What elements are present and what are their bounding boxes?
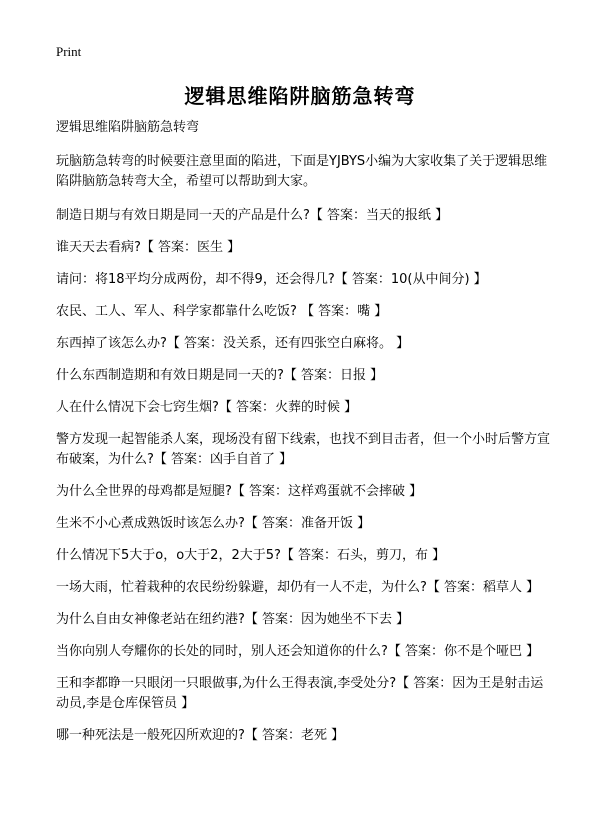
- riddle-item: 制造日期与有效日期是同一天的产品是什么?【 答案：当天的报纸 】: [56, 208, 449, 223]
- article-subtitle: 逻辑思维陷阱脑筋急转弯: [56, 120, 200, 135]
- riddle-item: 什么情况下5大于o，o大于2，2大于5?【 答案：石头，剪刀，布 】: [56, 548, 446, 563]
- article-intro: 玩脑筋急转弯的时候要注意里面的陷进，下面是YJBYS小编为大家收集了关于逻辑思维陷阱脑筋急转弯大全，希望可以帮助到大家。: [56, 154, 548, 189]
- riddle-item: 东西掉了该怎么办?【 答案：没关系，还有四张空白麻将。 】: [56, 336, 410, 351]
- riddle-item: 人在什么情况下会七窍生烟?【 答案：火葬的时候 】: [56, 400, 358, 415]
- riddle-item: 农民、工人、军人、科学家都靠什么吃饭? 【 答案：嘴 】: [56, 304, 388, 319]
- riddle-item: 什么东西制造期和有效日期是同一天的?【 答案：日报 】: [56, 368, 384, 383]
- riddle-list: [56, 206, 556, 746]
- riddle-item: 警方发现一起智能杀人案，现场没有留下线索，也找不到目击者，但一个小时后警方宣布破案，为什么?【 答案：凶手自首了 】: [56, 432, 551, 467]
- article-body: [56, 118, 556, 758]
- riddle-item: 为什么自由女神像老站在纽约港?【 答案：因为她坐不下去 】: [56, 612, 410, 627]
- riddle-item: 哪一种死法是一般死囚所欢迎的?【 答案：老死 】: [56, 728, 345, 743]
- riddle-item: 王和李都睁一只眼闭一只眼做事,为什么王得表演,李受处分?【 答案：因为王是射击运动员,李是仓库保管员 】: [56, 676, 544, 711]
- riddle-item: 当你向别人夸耀你的长处的同时，别人还会知道你的什么?【 答案：你不是个哑巴 】: [56, 644, 540, 659]
- riddle-item: 一场大雨，忙着栽种的农民纷纷躲避，却仍有一人不走，为什么?【 答案：稻草人 】: [56, 580, 540, 595]
- riddle-item: 生米不小心煮成熟饭时该怎么办?【 答案：准备开饭 】: [56, 516, 371, 531]
- print-link[interactable]: Print: [56, 44, 82, 59]
- riddle-item: 请问：将18平均分成两份，却不得9，还会得几?【 答案：10(从中间分) 】: [56, 272, 487, 287]
- page-title: 逻辑思维陷阱脑筋急转弯: [184, 84, 416, 108]
- riddle-item: 为什么全世界的母鸡都是短腿?【 答案：这样鸡蛋就不会摔破 】: [56, 484, 423, 499]
- riddle-item: 谁天天去看病?【 答案：医生 】: [56, 240, 241, 255]
